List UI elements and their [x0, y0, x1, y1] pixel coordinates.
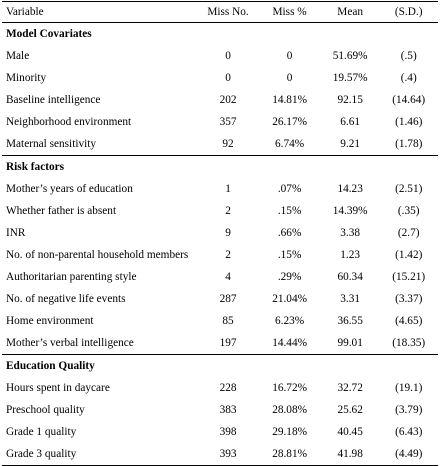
- table-row: [2, 178, 438, 200]
- missing-percent: 0: [286, 72, 293, 84]
- missing-count: 9: [225, 227, 231, 239]
- missing-count: 228: [219, 382, 237, 394]
- variable-name: Neighborhood environment: [6, 116, 132, 128]
- missing-count: 383: [219, 404, 237, 416]
- section-header-row: [2, 23, 438, 46]
- missing-percent: 14.81%: [272, 94, 308, 106]
- variable-name: Whether father is absent: [6, 205, 117, 217]
- mean-value: 40.45: [337, 426, 363, 438]
- missing-count: 398: [219, 426, 237, 438]
- sd-value: (2.51): [395, 183, 423, 195]
- variable-name: No. of non-parental household members: [6, 249, 189, 261]
- sd-value: (18.35): [392, 337, 426, 349]
- header-row: [2, 2, 438, 23]
- missing-count: 0: [225, 50, 231, 62]
- missing-percent: .07%: [277, 183, 302, 195]
- variable-name: Grade 3 quality: [2, 443, 198, 466]
- table-row: [2, 421, 438, 443]
- missing-percent: 26.17%: [272, 116, 308, 128]
- descriptive-statistics-table: [2, 1, 438, 466]
- mean-value: 25.62: [337, 404, 363, 416]
- mean-value: 60.34: [337, 271, 363, 283]
- missing-percent: .66%: [277, 227, 302, 239]
- missing-percent: 14.44%: [272, 337, 308, 349]
- missing-percent: 0: [286, 50, 293, 62]
- missing-count: 357: [219, 116, 237, 128]
- table-row: [2, 310, 438, 332]
- sd-value: (6.43): [395, 426, 423, 438]
- sd-value: (4.65): [395, 315, 423, 327]
- sd-value: (19.1): [395, 382, 423, 394]
- missing-percent: 16.72%: [272, 382, 308, 394]
- missing-percent: 28.81%: [258, 443, 321, 466]
- missing-percent: .15%: [277, 249, 302, 261]
- table-row: [2, 200, 438, 222]
- missing-count: 287: [219, 293, 237, 305]
- missing-percent: 28.08%: [272, 404, 308, 416]
- sd-value: (2.7): [397, 227, 420, 239]
- missing-count: 85: [222, 315, 234, 327]
- table-row: [2, 45, 438, 67]
- missing-count: 0: [225, 72, 231, 84]
- table-row: [2, 377, 438, 399]
- header-mean: Mean: [321, 2, 380, 23]
- section-title: Model Covariates: [2, 23, 438, 46]
- table-row: [2, 332, 438, 355]
- mean-value: 92.15: [337, 94, 363, 106]
- variable-name: Male: [6, 50, 30, 62]
- sd-value: (.5): [400, 50, 417, 62]
- missing-percent: 29.18%: [272, 426, 308, 438]
- table-row: [2, 244, 438, 266]
- table-row: [2, 67, 438, 89]
- missing-percent: 21.04%: [272, 293, 308, 305]
- mean-value: 14.39%: [332, 205, 368, 217]
- sd-value: (4.49): [379, 443, 438, 466]
- sd-value: (1.46): [395, 116, 423, 128]
- sd-value: (3.37): [395, 293, 423, 305]
- mean-value: 3.31: [340, 293, 361, 305]
- missing-count: 92: [222, 138, 234, 150]
- sd-value: (1.42): [395, 249, 423, 261]
- section-header-row: [2, 355, 438, 378]
- missing-count: 2: [225, 205, 231, 217]
- missing-count: 4: [225, 271, 231, 283]
- variable-name: Grade 1 quality: [6, 426, 77, 438]
- section-title: Risk factors: [2, 156, 438, 179]
- table-row: [2, 89, 438, 111]
- mean-value: 19.57%: [332, 72, 368, 84]
- variable-name: No. of negative life events: [6, 293, 126, 305]
- table-body: [2, 23, 438, 466]
- variable-name: Preschool quality: [6, 404, 85, 416]
- table-row: [2, 133, 438, 156]
- sd-value: (15.21): [392, 271, 426, 283]
- variable-name: Mother’s verbal intelligence: [6, 337, 134, 349]
- variable-name: Hours spent in daycare: [6, 382, 110, 394]
- table-row: [2, 443, 438, 466]
- variable-name: Minority: [6, 72, 47, 84]
- variable-name: Mother’s years of education: [6, 183, 133, 195]
- section-header-row: [2, 156, 438, 179]
- variable-name: Baseline intelligence: [6, 94, 101, 106]
- table-row: [2, 288, 438, 310]
- missing-count: 202: [219, 94, 237, 106]
- missing-percent: .29%: [277, 271, 302, 283]
- variable-name: Authoritarian parenting style: [6, 271, 137, 283]
- mean-value: 1.23: [340, 249, 361, 261]
- mean-value: 36.55: [337, 315, 363, 327]
- header-variable: Variable: [2, 2, 198, 23]
- section-title: Education Quality: [2, 355, 438, 378]
- mean-value: 51.69%: [332, 50, 368, 62]
- missing-count: 1: [225, 183, 231, 195]
- missing-percent: 6.74%: [275, 138, 305, 150]
- variable-name: Maternal sensitivity: [6, 138, 97, 150]
- sd-value: (3.79): [395, 404, 423, 416]
- table-row: [2, 111, 438, 133]
- table-row: [2, 222, 438, 244]
- mean-value: 3.38: [340, 227, 361, 239]
- missing-count: 2: [225, 249, 231, 261]
- variable-name: Home environment: [6, 315, 94, 327]
- missing-count: 393: [198, 443, 259, 466]
- mean-value: 32.72: [337, 382, 363, 394]
- mean-value: 41.98: [321, 443, 380, 466]
- header-sd: (S.D.): [379, 2, 438, 23]
- sd-value: (1.78): [395, 138, 423, 150]
- mean-value: 6.61: [340, 116, 361, 128]
- header-miss-no: Miss No.: [198, 2, 259, 23]
- missing-percent: 6.23%: [275, 315, 305, 327]
- mean-value: 9.21: [340, 138, 361, 150]
- sd-value: (14.64): [392, 94, 426, 106]
- missing-percent: .15%: [277, 205, 302, 217]
- sd-value: (.4): [400, 72, 417, 84]
- table-row: [2, 266, 438, 288]
- variable-name: INR: [6, 227, 26, 239]
- sd-value: (.35): [397, 205, 420, 217]
- table-row: [2, 399, 438, 421]
- missing-count: 197: [219, 337, 237, 349]
- header-miss-percent: Miss %: [258, 2, 321, 23]
- mean-value: 14.23: [337, 183, 363, 195]
- mean-value: 99.01: [337, 337, 363, 349]
